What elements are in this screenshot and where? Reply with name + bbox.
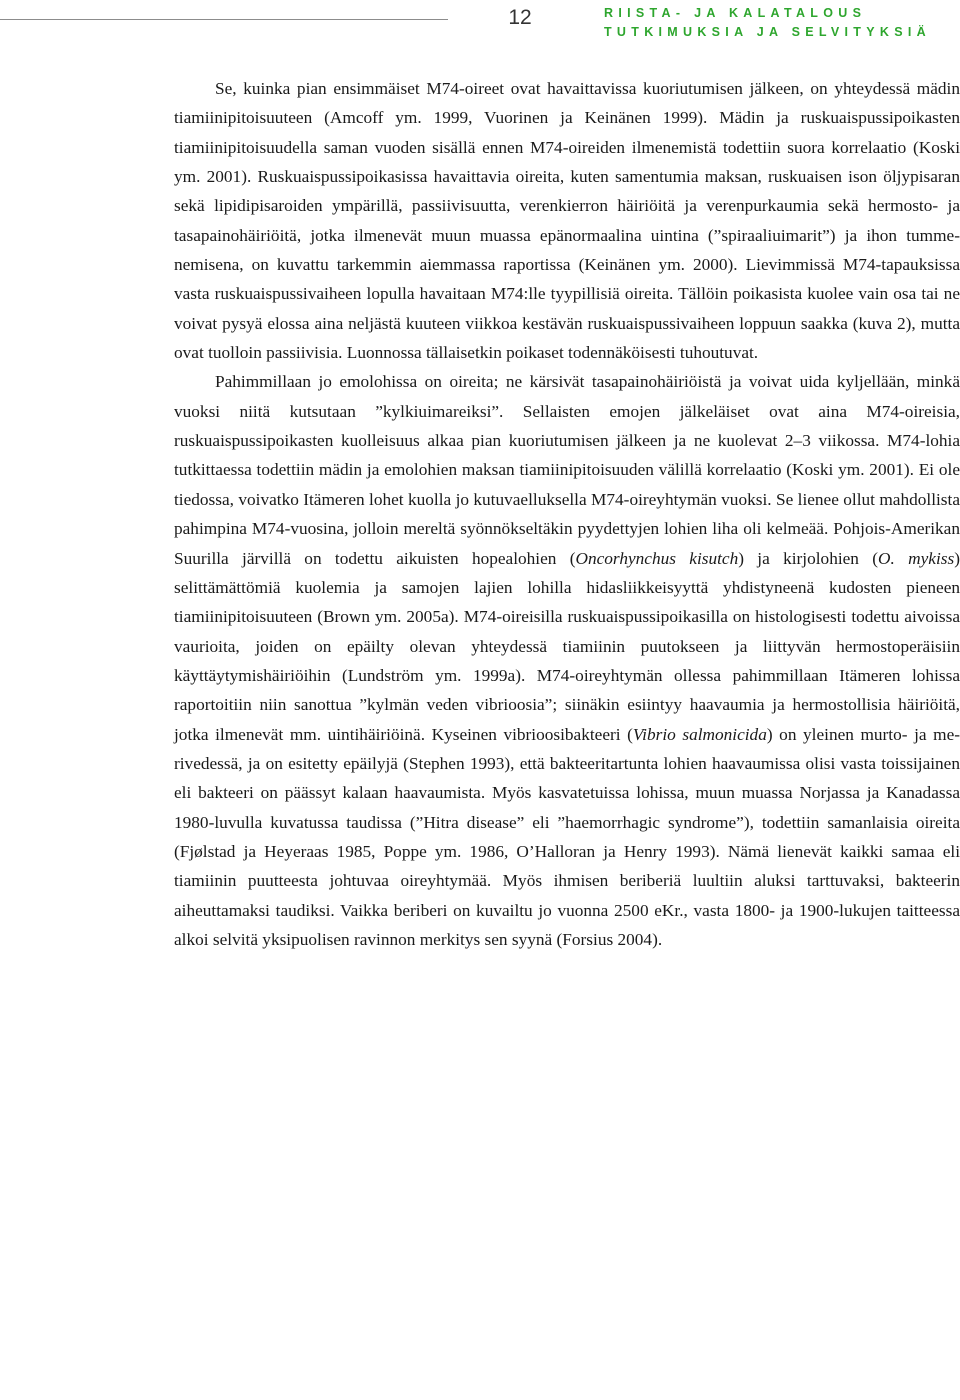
- italic-term: O. mykiss: [878, 548, 955, 568]
- italic-term: Oncorhynchus kisutch: [575, 548, 739, 568]
- text-run: ) on yleinen murto- ja merivedessä, ja on esitetty epäilyjä (Stephen 1993), että bakteeritartunta lohien haavaumissa olisi vasta toissijainen eli bakteeri on päässyt kalaan haavaumista. Myös kasvatetuissa lohissa, muun muassa Norjassa ja Kanadassa 1980-luvulla kuvatussa taudissa (”Hitra disease” eli ”haemorrhagic syndrome”), todettiin samanlaisia oireita (Fjølstad ja Heyeraas 1985, Poppe ym. 1986, O’Halloran ja Henry 1993). Nämä lienevät kaikki samaa eli tiamiinin puutteesta johtuvaa oireyhtymää. Myös ihmisen beriberiä luultiin aluksi tarttuvaksi, bakteerin aiheuttamaksi taudiksi. Vaikka beriberi on kuvailtu jo vuonna 2500 eKr., vasta 1800- ja 1900-lukujen taitteessa alkoi selvitä yksipuolisen ravinnon merkitys sen syynä (Forsius 2004).: [174, 724, 960, 949]
- series-title: [604, 4, 931, 42]
- body-text: [174, 74, 960, 954]
- series-title-line2: TUTKIMUKSIA JA SELVITYKSIÄ: [604, 25, 931, 39]
- text-run: ) selittämättömiä kuolemia ja samojen lajien lohilla hidasliikkeisyyttä yhdistyneenä kudosten pieneen tiamiinipitoisuuteen (Brown ym. 2005a). M74-oireisilla ruskuaispussipoikasilla on histologisesti todettu aivoissa vaurioita, joiden on epäilty olevan yhteydessä tiamiinin puutokseen ja liittyvän hermostoperäisiin käyttäytymishäiriöihin (Lundström ym. 1999a). M74-oireyhtymän ollessa pahimmillaan Itämeren lohissa raportoitiin niin sanottua ”kylmän veden vibrioosia”; siinäkin esiintyy haavaumia ja hermostollisia häiriöitä, jotka ilmenevät mm. uintihäiriöinä. Kyseinen vibrioosibakteeri (: [174, 548, 960, 744]
- italic-term: Vibrio salmonicida: [632, 724, 767, 744]
- paragraph-1: [174, 74, 960, 367]
- page-number: 12: [508, 6, 532, 29]
- header-rule: [0, 19, 448, 20]
- series-title-line1: RIISTA- JA KALATALOUS: [604, 6, 867, 20]
- text-run: Se, kuinka pian ensimmäiset M74-oireet ovat havaittavissa kuoriutumisen jälkeen, on yhteydessä mädin tiamiinipitoisuuteen (Amcoff ym. 1999, Vuorinen ja Keinänen 1999). Mädin ja ruskuaispussipoikasten tiamiinipitoisuudella saman vuoden sisällä ennen M74-oireiden ilmenemistä todettiin suora korrelaatio (Koski ym. 2001). Ruskuaispussipoikasissa havaittavia oireita, kuten samentumia maksan, ruskuaisen ison öljypisaran sekä lipidipisaroiden ympärillä, passiivisuutta, verenkierron häiriöitä ja verenpurkaumia sekä hermosto- ja tasapainohäiriöitä, jotka ilmenevät muun muassa epänormaalina uintina (”spiraaliuimarit”) ja ihon tummenemisena, on kuvattu tarkemmin aiemmassa raportissa (Keinänen ym. 2000). Lievimmissä M74-tapauksissa vasta ruskuaispussivaiheen lopulla havaitaan M74:lle tyypillisiä oireita. Tällöin poikasista kuolee vain osa tai ne voivat pysyä elossa aina neljästä kuuteen viikkoa kestävän ruskuaispussivaiheen loppuun saakka (kuva 2), mutta ovat tuolloin passiivisia. Luonnossa tällaisetkin poikaset todennäköisesti tuhoutuvat.: [174, 79, 960, 363]
- text-run: Pahimmillaan jo emolohissa on oireita; ne kärsivät tasapainohäiriöistä ja voivat uida kyljellään, minkä vuoksi niitä kutsutaan ”kylkiuimareiksi”. Sellaisten emojen jälkeläiset ovat aina M74-oireisia, ruskuaispussipoikasten kuolleisuus alkaa pian kuoriutumisen jälkeen ja ne kuolevat 2–3 viikossa. M74-lohia tutkittaessa todettiin mädin ja emolohien maksan tiamiinipitoisuuden välillä korrelaatio (Koski ym. 2001). Ei ole tiedossa, voivatko Itämeren lohet kuolla jo kutuvaelluksella M74-oireyhtymän vuoksi. Se lienee ollut mahdollista pahimpina M74-vuosina, jolloin mereltä syönnökseltäkin pyydettyjen lohien liha oli kelmeää. Pohjois-Amerikan Suurilla järvillä on todettu aikuisten hopealohien (: [174, 372, 960, 568]
- text-run: ) ja kirjolohien (: [738, 548, 879, 568]
- paragraph-2: [174, 367, 960, 954]
